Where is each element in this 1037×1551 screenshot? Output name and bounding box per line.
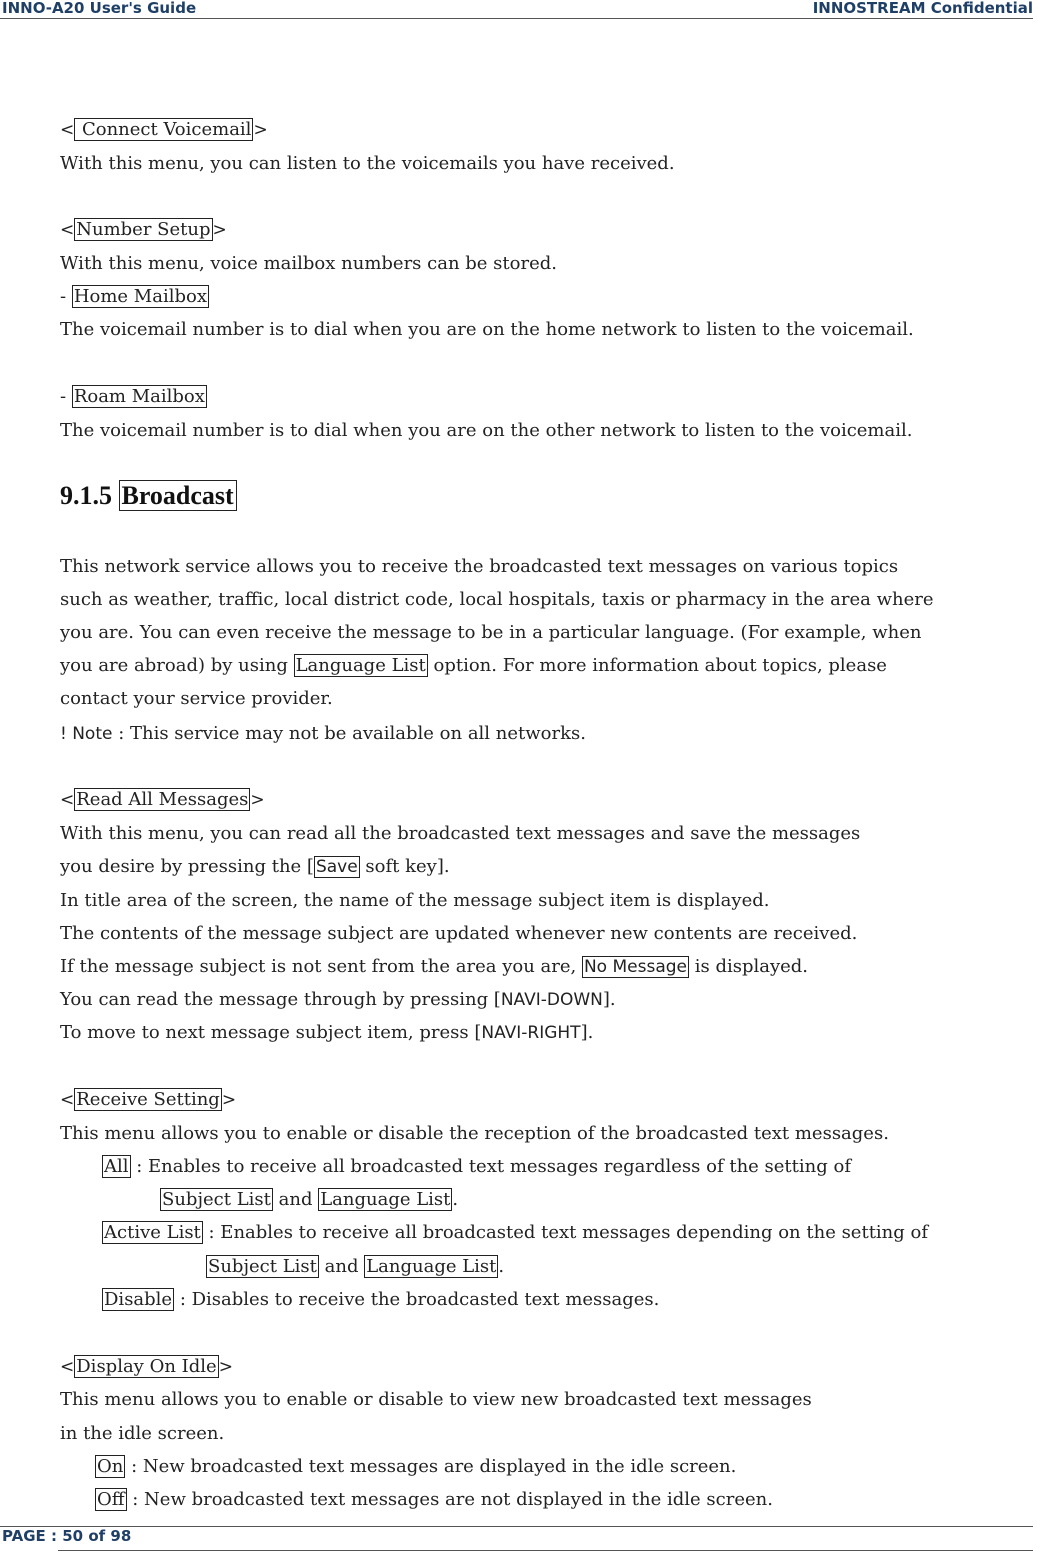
option-active-list: Active List : Enables to receive all broadcasted text messages depending on the setting of [104, 1222, 929, 1243]
option-on: On : New broadcasted text messages are displayed in the idle screen. [97, 1456, 737, 1477]
connect-voicemail-label: Connect Voicemail [76, 119, 252, 140]
option-all: All : Enables to receive all broadcasted text messages regardless of the setting of [104, 1156, 851, 1177]
roam-mailbox-label: Roam Mailbox [73, 386, 205, 407]
display-idle-line: in the idle screen. [60, 1423, 225, 1444]
navi-right-key: NAVI-RIGHT [481, 1023, 581, 1043]
option-disable: Disable : Disables to receive the broadcasted text messages. [104, 1289, 660, 1310]
read-all-line: With this menu, you can read all the broadcasted text messages and save the messages [60, 823, 861, 844]
option-off: Off : New broadcasted text messages are not displayed in the idle screen. [97, 1489, 773, 1510]
option-disable-label: Disable [104, 1289, 173, 1310]
number-setup-label: Number Setup [76, 219, 211, 240]
number-setup-desc: With this menu, voice mailbox numbers can be stored. [60, 253, 557, 274]
broadcast-para-line: you are. You can even receive the message to be in a particular language. (For example, when [60, 622, 922, 643]
home-mailbox-heading: - Home Mailbox [60, 286, 207, 307]
no-message-ref: No Message [583, 957, 687, 977]
section-heading-title: Broadcast [119, 480, 237, 511]
home-mailbox-label: Home Mailbox [73, 286, 207, 307]
language-list-ref: Language List [295, 655, 426, 676]
page-number: PAGE : 50 of 98 [2, 1527, 132, 1545]
broadcast-para-line: contact your service provider. [60, 688, 333, 709]
read-all-line: You can read the message through by pressing [NAVI-DOWN]. [60, 989, 616, 1010]
broadcast-para-line: such as weather, traffic, local district code, local hospitals, taxis or pharmacy in the area where [60, 589, 934, 610]
confidential-label: INNOSTREAM Confidential [812, 0, 1033, 17]
subject-list-ref: Subject List [162, 1189, 271, 1210]
display-idle-label: Display On Idle [76, 1356, 217, 1377]
home-mailbox-desc: The voicemail number is to dial when you are on the home network to listen to the voicemail. [60, 319, 914, 340]
read-all-line: To move to next message subject item, press [NAVI-RIGHT]. [60, 1022, 594, 1043]
connect-voicemail-heading: < Connect Voicemail > [60, 119, 268, 140]
language-list-ref: Language List [366, 1256, 497, 1277]
display-idle-heading: < Display On Idle > [60, 1356, 233, 1377]
roam-mailbox-heading: - Roam Mailbox [60, 386, 205, 407]
read-all-line: you desire by pressing the [ Save soft key]. [60, 856, 450, 877]
broadcast-para-line: This network service allows you to receive the broadcasted text messages on various topics [60, 556, 899, 577]
receive-setting-desc: This menu allows you to enable or disable the reception of the broadcasted text messages. [60, 1123, 889, 1144]
save-key-ref: Save [315, 857, 358, 877]
read-all-label: Read All Messages [76, 789, 249, 810]
subject-list-ref: Subject List [208, 1256, 317, 1277]
display-idle-line: This menu allows you to enable or disable to view new broadcasted text messages [60, 1389, 812, 1410]
read-all-line: The contents of the message subject are updated whenever new contents are received. [60, 923, 858, 944]
read-all-heading: < Read All Messages > [60, 789, 265, 810]
page-footer [0, 1526, 1033, 1551]
option-active-list-cont: Subject List and Language List . [208, 1256, 505, 1277]
option-on-label: On [97, 1456, 124, 1477]
option-all-cont: Subject List and Language List . [162, 1189, 459, 1210]
section-heading: 9.1.5 Broadcast [60, 478, 237, 514]
roam-mailbox-desc: The voicemail number is to dial when you are on the other network to listen to the voicemail. [60, 420, 913, 441]
navi-down-key: NAVI-DOWN [500, 990, 603, 1010]
receive-setting-label: Receive Setting [76, 1089, 220, 1110]
option-active-list-label: Active List [104, 1222, 201, 1243]
option-off-label: Off [97, 1489, 125, 1510]
read-all-line: In title area of the screen, the name of the message subject item is displayed. [60, 890, 770, 911]
number-setup-heading: < Number Setup > [60, 219, 227, 240]
option-all-label: All [104, 1156, 129, 1177]
read-all-line: If the message subject is not sent from the area you are, No Message is displayed. [60, 956, 809, 977]
note: ! Note : This service may not be available on all networks. [60, 723, 586, 744]
receive-setting-heading: < Receive Setting > [60, 1089, 237, 1110]
note-label: ! Note [60, 724, 113, 744]
page-header [0, 0, 1033, 19]
connect-voicemail-desc: With this menu, you can listen to the voicemails you have received. [60, 153, 675, 174]
broadcast-para-line: you are abroad) by using Language List option. For more information about topics, please [60, 655, 887, 676]
doc-title: INNO-A20 User's Guide [2, 0, 197, 17]
language-list-ref: Language List [320, 1189, 451, 1210]
